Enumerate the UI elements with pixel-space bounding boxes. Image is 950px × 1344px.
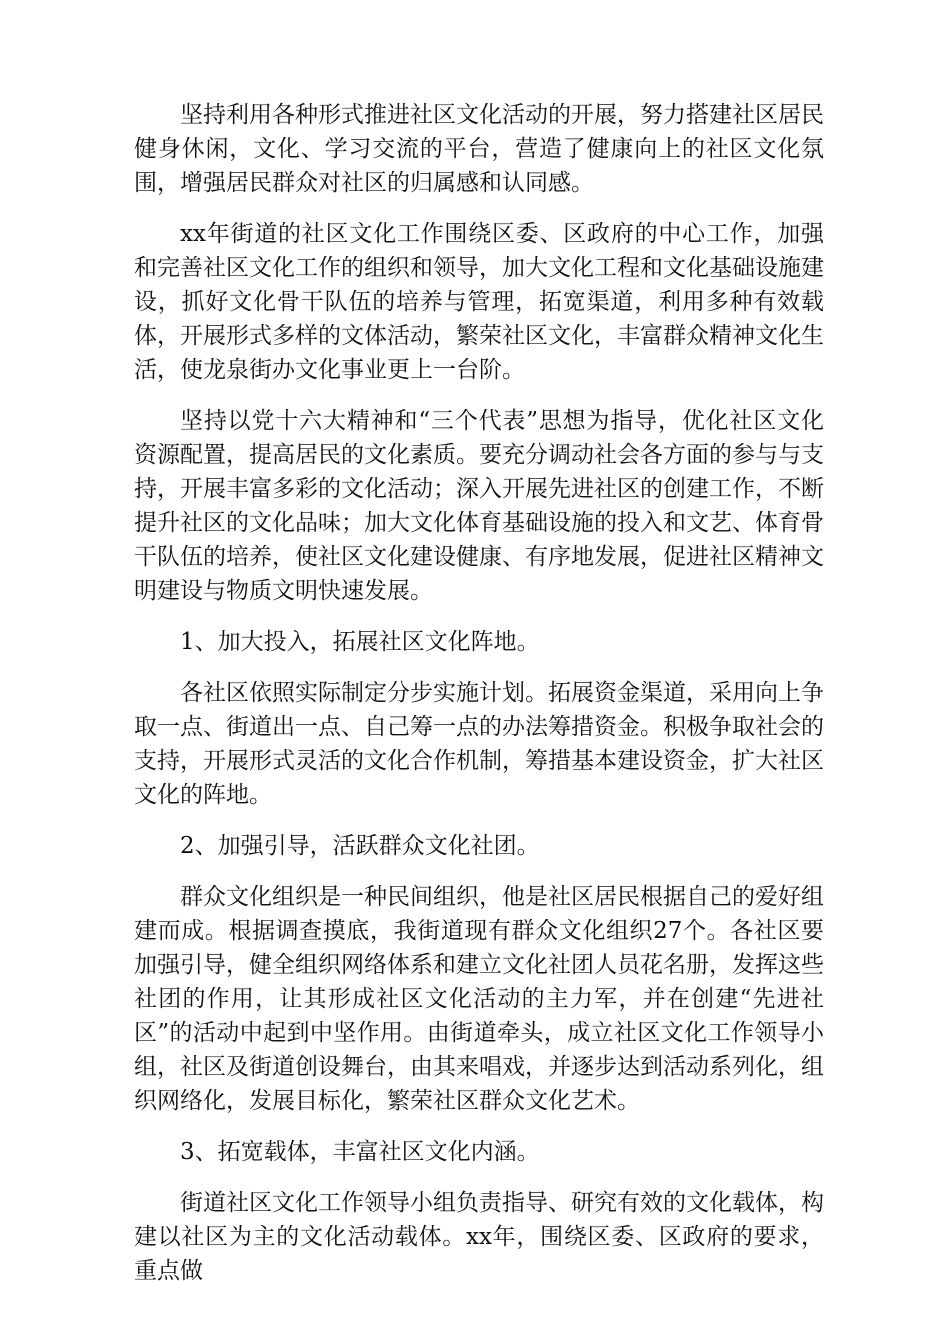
paragraph-annual-work: xx年街道的社区文化工作围绕区委、区政府的中心工作，加强和完善社区文化工作的组织和领导，加大文化工程和文化基础设施建设，抓好文化骨干队伍的培养与管理，拓宽渠道，利用多种有效载体，开展形式多样的文体活动，繁荣社区文化，丰富群众精神文化生活，使龙泉街办文化事业更上一台阶。 bbox=[134, 221, 824, 383]
section-heading-3: 3、拓宽载体，丰富社区文化内涵。 bbox=[180, 1139, 540, 1165]
paragraph-section-2-body: 群众文化组织是一种民间组织，他是社区居民根据自己的爱好组建而成。根据调查摸底，我街道现有群众文化组织27个。各社区要加强引导，健全组织网络体系和建立文化社团人员花名册，发挥这些社团的作用，让其形成社区文化活动的主力军，并在创建“先进社区”的活动中起到中坚作用。由街道牵头，成立社区文化工作领导小组，社区及街道创设舞台，由其来唱戏，并逐步达到活动系列化，组织网络化，发展目标化，繁荣社区群众文化艺术。 bbox=[134, 884, 824, 1114]
document-body bbox=[134, 98, 824, 1305]
paragraph-section-1-body: 各社区依照实际制定分步实施计划。拓展资金渠道，采用向上争取一点、街道出一点、自己筹一点的办法筹措资金。积极争取社会的支持，开展形式灵活的文化合作机制，筹措基本建设资金，扩大社区文化的阵地。 bbox=[134, 680, 824, 808]
paragraph-guiding-principle: 坚持以党十六大精神和“三个代表”思想为指导，优化社区文化资源配置，提高居民的文化素质。要充分调动社会各方面的参与与支持，开展丰富多彩的文化活动；深入开展先进社区的创建工作，不断提升社区的文化品味；加大文化体育基础设施的投入和文艺、体育骨干队伍的培养，使社区文化建设健康、有序地发展，促进社区精神文明建设与物质文明快速发展。 bbox=[134, 408, 824, 604]
paragraph-section-3-body: 街道社区文化工作领导小组负责指导、研究有效的文化载体，构建以社区为主的文化活动载体。xx年，围绕区委、区政府的要求，重点做 bbox=[134, 1190, 824, 1284]
section-heading-1: 1、加大投入，拓展社区文化阵地。 bbox=[180, 629, 540, 655]
paragraph-intro: 坚持利用各种形式推进社区文化活动的开展，努力搭建社区居民健身休闲，文化、学习交流的平台，营造了健康向上的社区文化氛围，增强居民群众对社区的归属感和认同感。 bbox=[134, 102, 824, 196]
section-heading-2: 2、加强引导，活跃群众文化社团。 bbox=[180, 833, 540, 859]
